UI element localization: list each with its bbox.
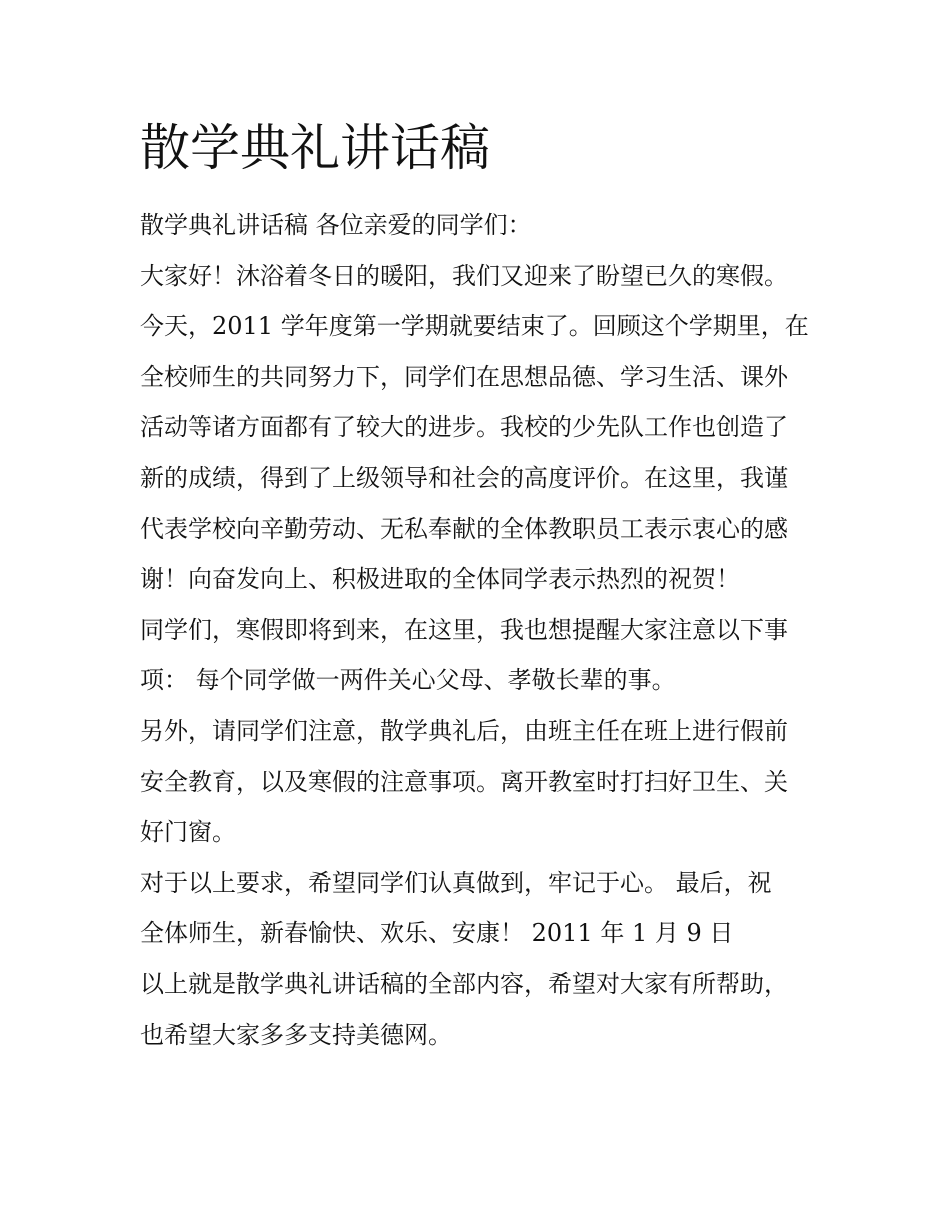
body-line: 活动等诸方面都有了较大的进步。我校的少先队工作也创造了 bbox=[140, 413, 788, 442]
body-line: 新的成绩，得到了上级领导和社会的高度评价。在这里，我谨 bbox=[140, 463, 788, 492]
body-line: 全体师生，新春愉快、欢乐、安康！ 2011 年 1 月 9 日 bbox=[140, 919, 734, 948]
body-line: 以上就是散学典礼讲话稿的全部内容，希望对大家有所帮助， bbox=[140, 969, 788, 998]
body-line: 另外，请同学们注意，散学典礼后，由班主任在班上进行假前 bbox=[140, 716, 788, 745]
body-line: 同学们，寒假即将到来，在这里，我也想提醒大家注意以下事 bbox=[140, 615, 788, 644]
body-line: 也希望大家多多支持美德网。 bbox=[140, 1020, 452, 1049]
body-line: 项： 每个同学做一两件关心父母、孝敬长辈的事。 bbox=[140, 666, 676, 695]
document-title: 散学典礼讲话稿 bbox=[140, 119, 490, 177]
body-line: 安全教育，以及寒假的注意事项。离开教室时打扫好卫生、关 bbox=[140, 767, 788, 796]
body-line: 谢！向奋发向上、积极进取的全体同学表示热烈的祝贺！ bbox=[140, 565, 740, 594]
body-line: 大家好！沐浴着冬日的暖阳，我们又迎来了盼望已久的寒假。 bbox=[140, 261, 788, 290]
body-line: 今天，2011 学年度第一学期就要结束了。回顾这个学期里，在 bbox=[140, 312, 809, 341]
body-line: 全校师生的共同努力下，同学们在思想品德、学习生活、课外 bbox=[140, 362, 788, 391]
body-line: 好门窗。 bbox=[140, 818, 236, 847]
body-line: 对于以上要求，希望同学们认真做到，牢记于心。 最后，祝 bbox=[140, 868, 772, 897]
body-line: 散学典礼讲话稿 各位亲爱的同学们： bbox=[140, 211, 532, 239]
document-body bbox=[140, 200, 830, 1060]
body-line: 代表学校向辛勤劳动、无私奉献的全体教职员工表示衷心的感 bbox=[140, 514, 788, 543]
